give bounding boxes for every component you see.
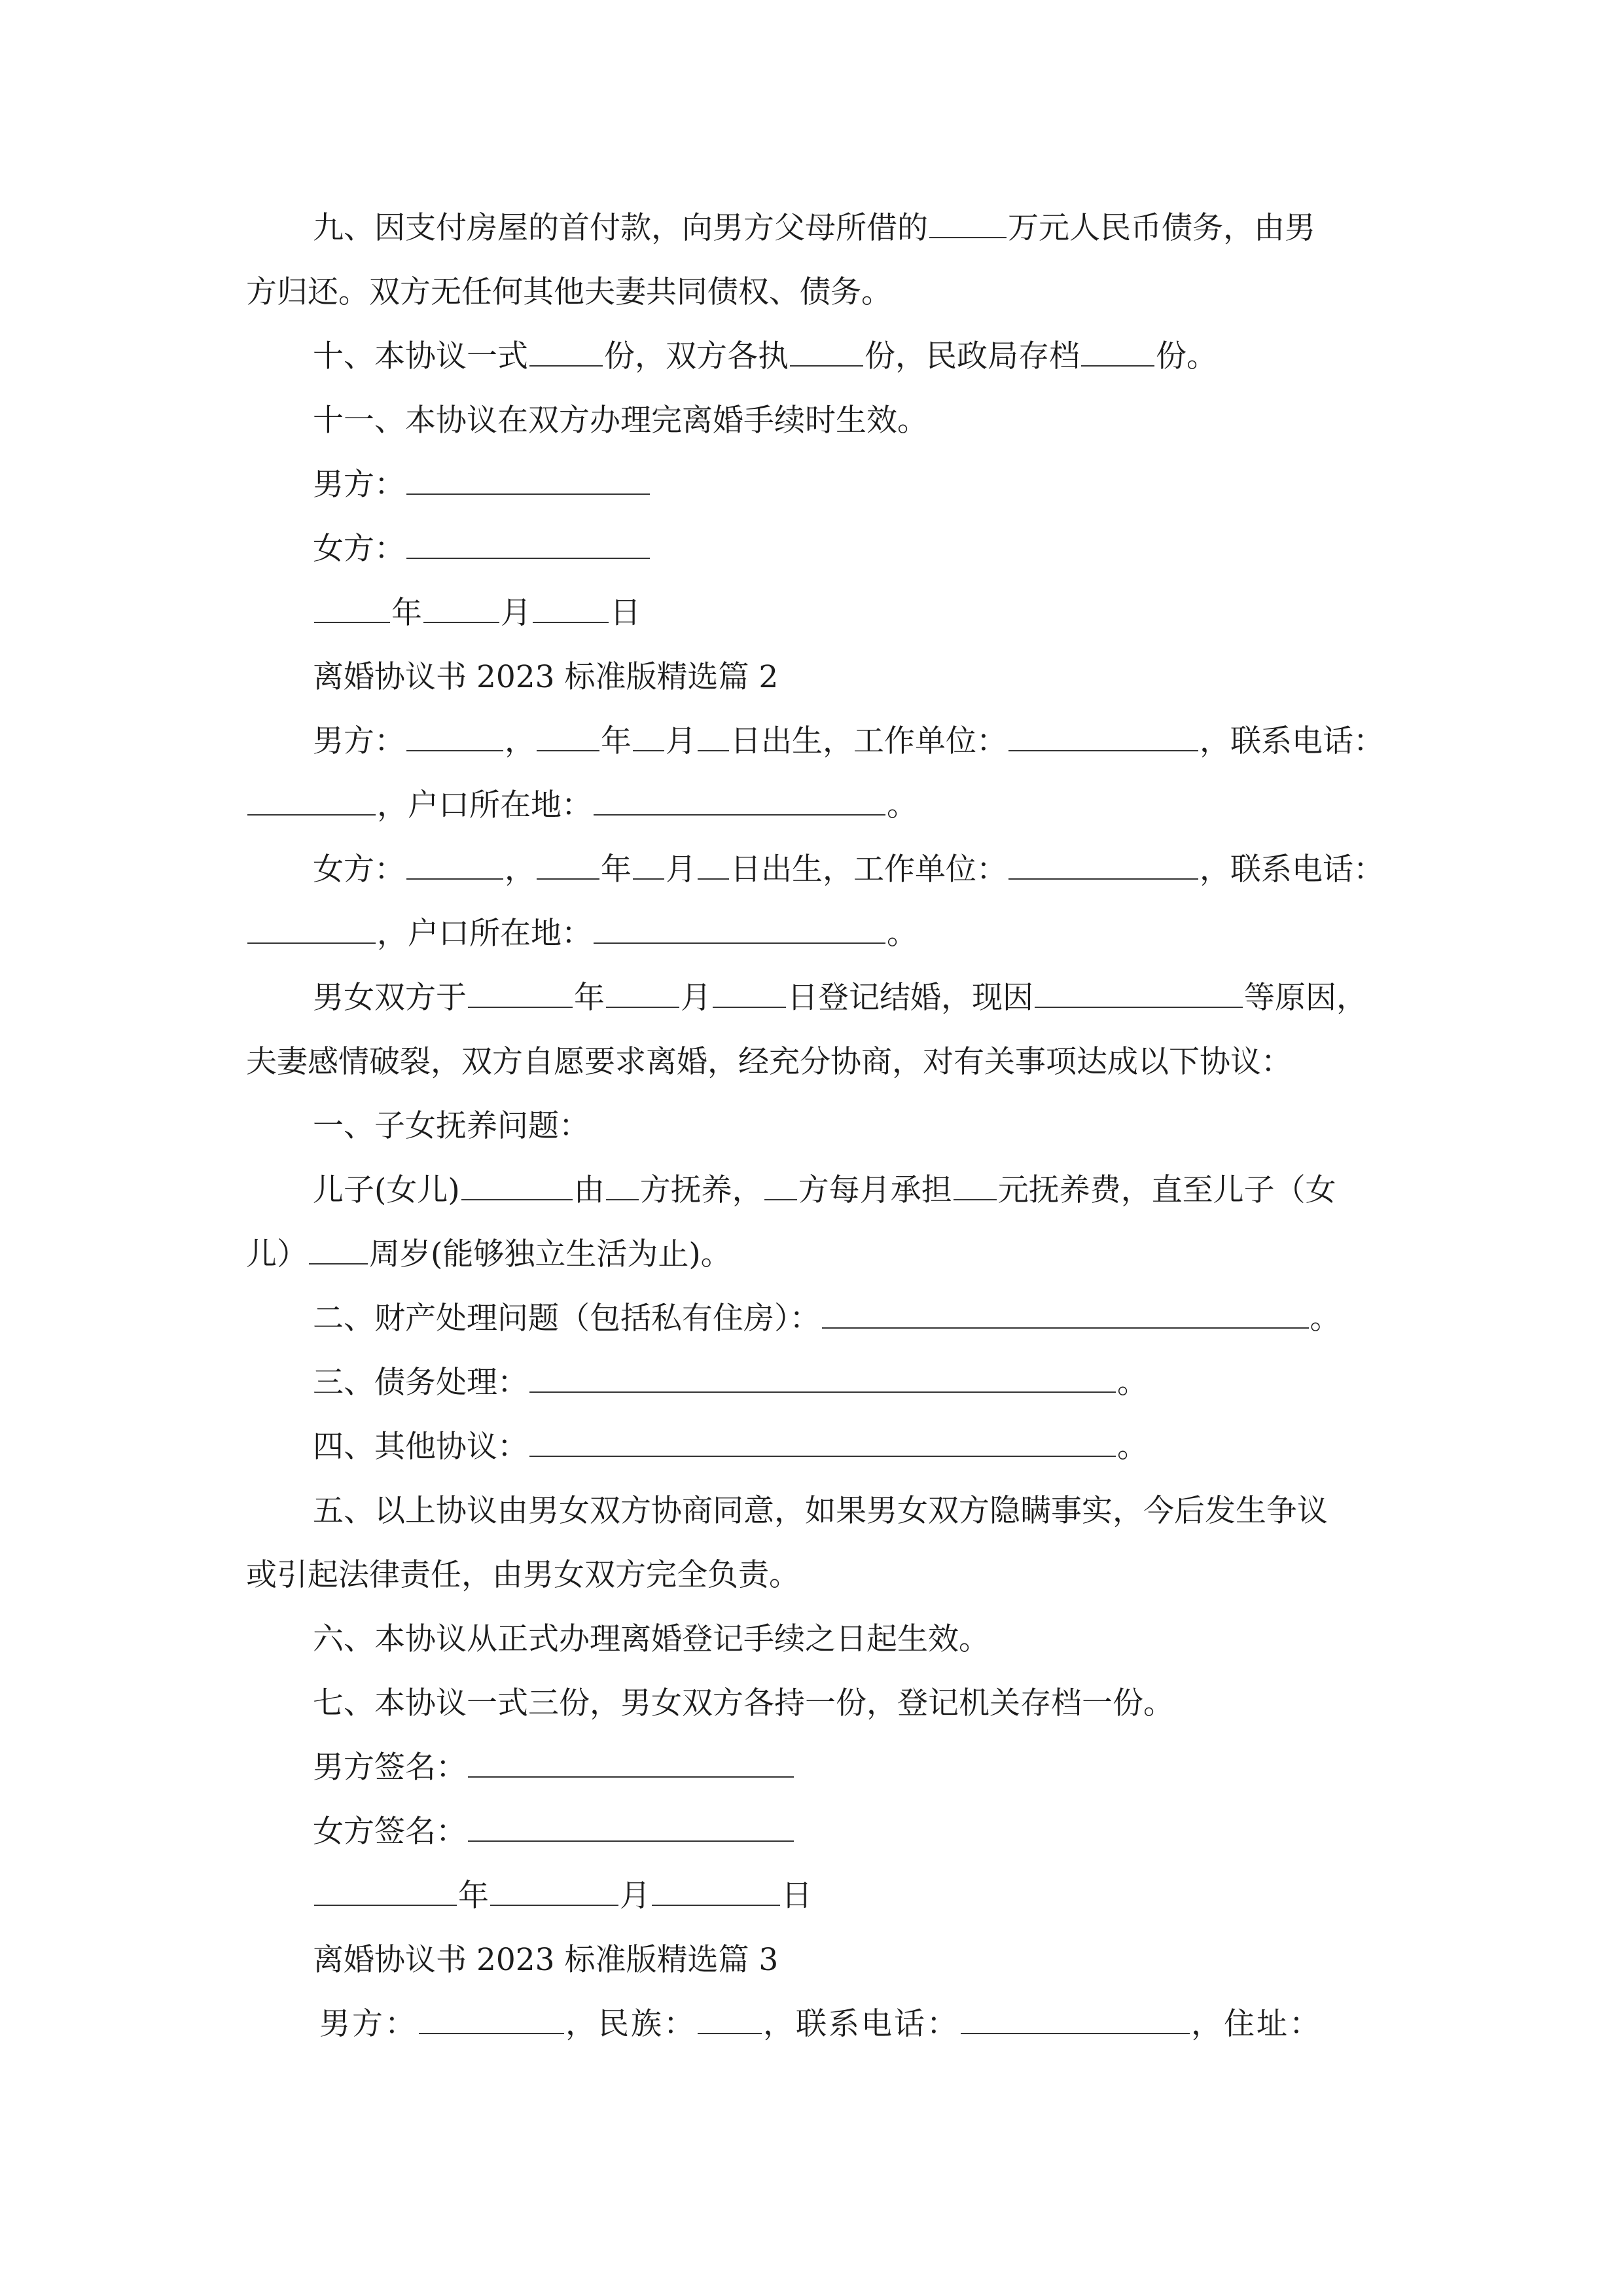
- blank: [529, 1352, 1116, 1393]
- blank: [314, 583, 390, 623]
- blank: [594, 775, 885, 816]
- clause-11: [313, 389, 928, 453]
- blank: [406, 839, 503, 880]
- clause-10: [313, 325, 1217, 389]
- text: ，: [505, 852, 535, 888]
- blank: [423, 583, 499, 623]
- text: ，: [505, 723, 535, 759]
- blank: [713, 967, 786, 1008]
- text: ，户口所在地：: [377, 916, 592, 952]
- text: 。: [1117, 1429, 1148, 1465]
- text: 或引起法律责任，由男女双方完全负责。: [246, 1557, 800, 1593]
- text: ，住址：: [1191, 2006, 1322, 2042]
- text: 年: [574, 980, 605, 1016]
- text: 周岁(能够独立生活为止)。: [369, 1236, 732, 1272]
- text: 夫妻感情破裂，双方自愿要求离婚，经充分协商，对有关事项达成以下协议：: [246, 1044, 1292, 1080]
- text: 日: [610, 595, 641, 631]
- blank: [537, 711, 599, 751]
- text: 月: [501, 595, 531, 631]
- child-support-line-1: [313, 1158, 1336, 1223]
- clause-1-title: [313, 1094, 590, 1158]
- blank: [764, 1160, 797, 1200]
- text: 日: [781, 1878, 812, 1914]
- text: 离婚协议书 2023 标准版精选篇 2: [313, 659, 779, 695]
- blank: [468, 1737, 794, 1778]
- blank: [468, 967, 573, 1008]
- male-sign-line: [313, 1736, 795, 1800]
- text: 份，民政局存档: [865, 338, 1080, 374]
- text: 年: [458, 1878, 489, 1914]
- clause-2-property: [313, 1287, 1341, 1351]
- blank: [309, 1224, 368, 1265]
- text: 儿）: [246, 1236, 308, 1272]
- text: 。: [887, 787, 918, 823]
- male-info-line: [313, 709, 1384, 774]
- blank: [961, 1994, 1190, 2034]
- blank: [490, 1865, 618, 1906]
- text: 方归还。双方无任何其他夫妻共同债权、债务。: [246, 274, 892, 310]
- clause-7: [313, 1672, 1174, 1736]
- blank: [698, 1994, 762, 2034]
- text: 月: [666, 723, 696, 759]
- text: 元抚养费，直至儿子（女: [997, 1172, 1336, 1208]
- clause-6: [313, 1607, 990, 1672]
- blank: [406, 711, 503, 751]
- blank: [954, 1160, 997, 1200]
- male-info-line-3: [319, 1992, 1322, 2056]
- text: ，民族：: [565, 2006, 696, 2042]
- male-signature-line: [313, 453, 651, 517]
- child-support-line-2: [246, 1223, 732, 1287]
- clause-3-debt: [313, 1351, 1148, 1415]
- blank: [652, 1865, 780, 1906]
- blank: [461, 1160, 573, 1200]
- section-title-2: [313, 645, 778, 709]
- text: 男方签名：: [313, 1749, 467, 1785]
- text: 男方：: [313, 467, 405, 503]
- text: 离婚协议书 2023 标准版精选篇 3: [313, 1942, 779, 1978]
- blank: [606, 1160, 639, 1200]
- blank: [790, 326, 863, 367]
- text: ，联系电话：: [1200, 723, 1384, 759]
- clause-4-other: [313, 1415, 1148, 1479]
- blank: [698, 711, 729, 751]
- text: 男方：: [313, 723, 405, 759]
- text: 月: [666, 852, 696, 888]
- text: 九、因支付房屋的首付款，向男方父母所借的: [313, 210, 928, 246]
- female-info-line: [313, 838, 1384, 902]
- text: 一、子女抚养问题：: [313, 1108, 590, 1144]
- blank: [406, 518, 650, 559]
- text: ，户口所在地：: [377, 787, 592, 823]
- text: 月: [681, 980, 711, 1016]
- text: 日出生，工作单位：: [730, 723, 1007, 759]
- text: 女方签名：: [313, 1814, 467, 1850]
- text: 儿子(女儿): [313, 1172, 460, 1208]
- text: 方抚养，: [639, 1172, 763, 1208]
- female-signature-line: [313, 517, 651, 581]
- text: 月: [620, 1878, 651, 1914]
- female-sign-line: [313, 1800, 795, 1864]
- blank: [247, 775, 376, 816]
- text: 日出生，工作单位：: [730, 852, 1007, 888]
- blank: [606, 967, 679, 1008]
- text: ，联系电话：: [1200, 852, 1384, 888]
- blank: [529, 326, 603, 367]
- text: 男方：: [319, 2006, 418, 2042]
- text: 三、债务处理：: [313, 1365, 528, 1401]
- female-residence-line: [246, 902, 918, 966]
- clause-5-line-2: [246, 1543, 800, 1607]
- text: 男女双方于: [313, 980, 467, 1016]
- section-title-3: [313, 1928, 778, 1992]
- text: 四、其他协议：: [313, 1429, 528, 1465]
- text: 。: [1310, 1300, 1341, 1336]
- blank: [822, 1288, 1309, 1329]
- text: 。: [1117, 1365, 1148, 1401]
- blank: [1008, 839, 1198, 880]
- blank: [314, 1865, 457, 1906]
- blank: [633, 711, 664, 751]
- text: 十、本协议一式: [313, 338, 528, 374]
- male-residence-line: [246, 774, 918, 838]
- blank: [419, 1994, 564, 2034]
- blank: [633, 839, 664, 880]
- text: 十一、本协议在双方办理完离婚手续时生效。: [313, 403, 928, 439]
- blank: [1035, 967, 1243, 1008]
- clause-9-line-1: [313, 196, 1315, 260]
- agreement-intro-line: [246, 1030, 1292, 1094]
- text: 份，双方各执: [604, 338, 789, 374]
- blank: [247, 903, 376, 944]
- text: 年: [391, 595, 422, 631]
- clause-5-line-1: [313, 1479, 1328, 1543]
- text: 女方：: [313, 852, 405, 888]
- text: 二、财产处理问题（包括私有住房）：: [313, 1300, 821, 1336]
- text: 等原因，: [1244, 980, 1367, 1016]
- blank: [533, 583, 609, 623]
- text: 女方：: [313, 531, 405, 567]
- text: 日登记结婚，现因: [787, 980, 1033, 1016]
- text: ，联系电话：: [763, 2006, 959, 2042]
- blank: [468, 1801, 794, 1842]
- date-line-2: [313, 1864, 812, 1928]
- blank: [698, 839, 729, 880]
- date-line-1: [313, 581, 641, 645]
- blank: [1008, 711, 1198, 751]
- blank: [1081, 326, 1154, 367]
- blank: [537, 839, 599, 880]
- blank: [406, 454, 650, 495]
- text: 五、以上协议由男女双方协商同意，如果男女双方隐瞒事实，今后发生争议: [313, 1493, 1328, 1529]
- text: 。: [887, 916, 918, 952]
- text: 方每月承担: [798, 1172, 952, 1208]
- clause-9-line-2: [246, 260, 892, 325]
- blank: [529, 1416, 1116, 1457]
- blank: [929, 198, 1007, 238]
- text: 六、本协议从正式办理离婚登记手续之日起生效。: [313, 1621, 990, 1657]
- marriage-info-line: [313, 966, 1367, 1030]
- text: 年: [601, 852, 632, 888]
- text: 年: [601, 723, 632, 759]
- blank: [594, 903, 885, 944]
- text: 份。: [1156, 338, 1217, 374]
- text: 七、本协议一式三份，男女双方各持一份，登记机关存档一份。: [313, 1685, 1174, 1721]
- text: 万元人民币债务，由男: [1008, 210, 1315, 246]
- text: 由: [573, 1172, 605, 1208]
